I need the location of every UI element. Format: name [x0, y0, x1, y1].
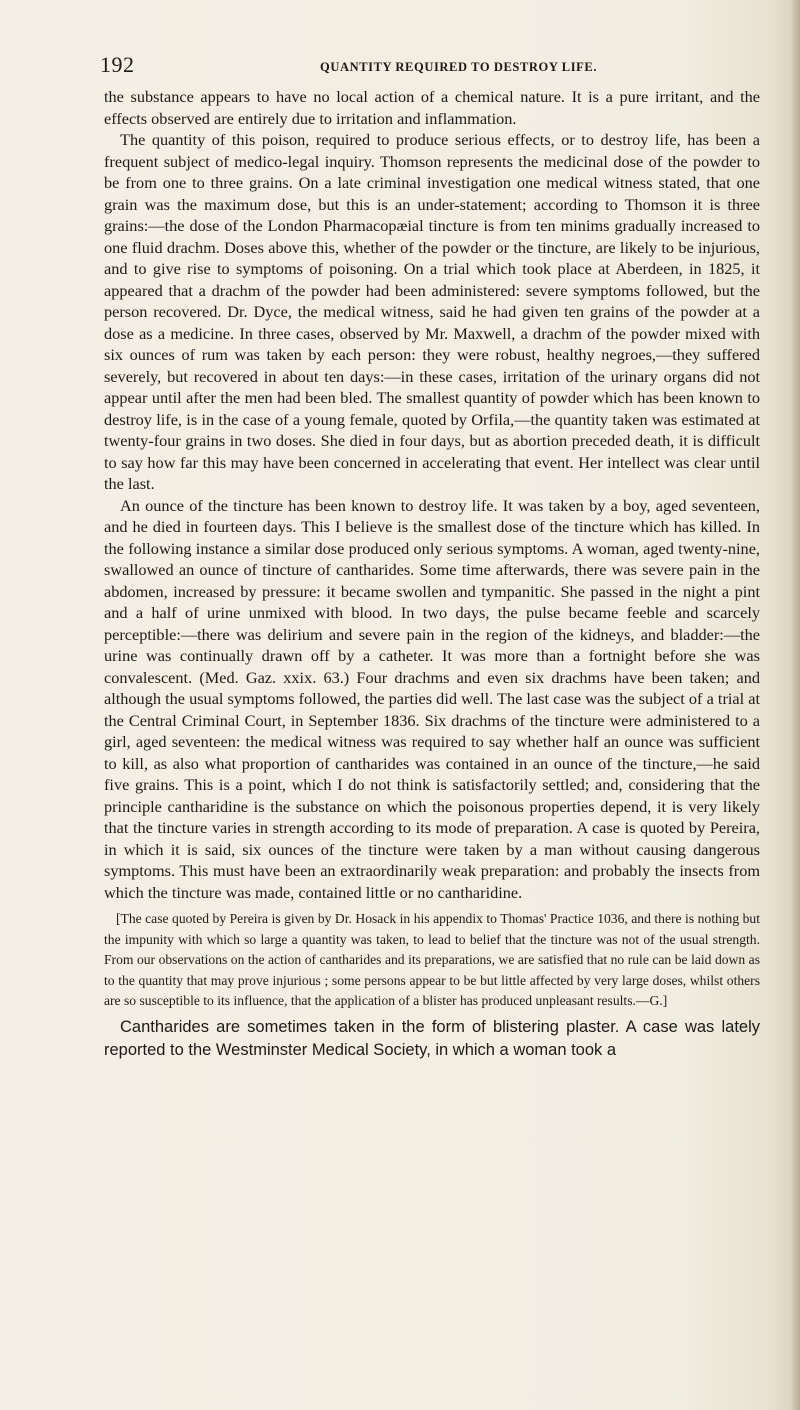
running-head: QUANTITY REQUIRED TO DESTROY LIFE.: [320, 60, 598, 74]
body-text: [104, 86, 760, 1062]
paragraph-tincture: An ounce of the tincture has been known to destroy life. It was taken by a boy, aged seventeen, and he died in fourteen days. This I believe is the smallest dose of the tincture which has killed. In the following instance a similar dose produced only serious symptoms. A woman, aged twenty-nine, swallowed an ounce of tincture of cantharides. Some time afterwards, there was severe pain in the abdomen, increased by pressure: it became swollen and tympanitic. She passed in the night a pint and a half of urine unmixed with blood. In two days, the pulse became feeble and scarcely perceptible:—there was delirium and severe pain in the region of the kidneys, and bladder:—the urine was continually drawn off by a catheter. It was more than a fortnight before she was convalescent. (Med. Gaz. xxix. 63.) Four drachms and even six drachms have been taken; and although the usual symptoms followed, the parties did well. The last case was the subject of a trial at the Central Criminal Court, in September 1836. Six drachms of the tincture were administered to a girl, aged seventeen: the medical witness was required to say whether half an ounce was sufficient to kill, as also what proportion of cantharides was contained in an ounce of the tincture,—he said five grains. This is a point, which I do not think is satisfactorily settled; and, considering that the principle cantharidine is the substance on which the poisonous properties depend, it is very likely that the tincture varies in strength according to its mode of preparation. A case is quoted by Pereira, in which it is said, six ounces of the tincture were taken by a man without causing dangerous symptoms. This must have been an extraordinarily weak preparation: and probably the insects from which the tincture was made, contained little or no cantharidine.: [104, 495, 760, 902]
paragraph-blistering-plaster: Cantharides are sometimes taken in the form of blistering plaster. A case was lately reported to the Westminster Medical Society, in which a woman took a: [104, 1017, 760, 1059]
paragraph-quantity: The quantity of this poison, required to produce serious effects, or to destroy life, has been a frequent subject of medico-legal inquiry. Thomson represents the medicinal dose of the powder to be from one to three grains. On a late criminal investigation one medical witness stated, that one grain was the maximum dose, but this is an under-statement; according to Thomson it is three grains:—the dose of the London Pharmacopæial tincture is from ten minims gradually increased to one fluid drachm. Doses above this, whether of the powder or the tincture, are likely to be injurious, and to give rise to symptoms of poisoning. On a trial which took place at Aberdeen, in 1825, it appeared that a drachm of the powder had been administered: severe symptoms followed, but the person recovered. Dr. Dyce, the medical witness, said he had given ten grains of the powder at a dose as a medicine. In three cases, observed by Mr. Maxwell, a drachm of the powder mixed with six ounces of rum was taken by each person: they were robust, healthy negroes,—they suffered severely, but recovered in about ten days:—in these cases, irritation of the urinary organs did not appear until after the men had been bled. The smallest quantity of powder which has been known to destroy life, is in the case of a young female, quoted by Orfila,—the quantity taken was estimated at twenty-four grains in two doses. She died in four days, but as abortion preceded death, it is difficult to say how far this may have been concerned in accelerating that event. Her intellect was clear until the last.: [104, 130, 760, 493]
page-header: [100, 52, 760, 82]
paragraph-continuation: the substance appears to have no local action of a chemical nature. It is a pure irritant, and the effects observed are entirely due to irritation and inflammation.: [104, 87, 760, 128]
page-edge-shadow: [790, 0, 800, 1410]
editor-note: [The case quoted by Pereira is given by Dr. Hosack in his appendix to Thomas' Practice 1036, and there is nothing but the impunity with which so large a quantity was taken, to lead to belief that the tincture was not of the usual strength. From our observations on the action of cantharides and its preparations, we are satisfied that no rule can be laid down as to the quantity that may prove injurious ; some persons appear to be but little affected by very large doses, whilst others are so susceptible to its influence, that the application of a blister has produced unpleasant results.—G.]: [104, 911, 760, 1008]
page-number: 192: [100, 52, 135, 77]
